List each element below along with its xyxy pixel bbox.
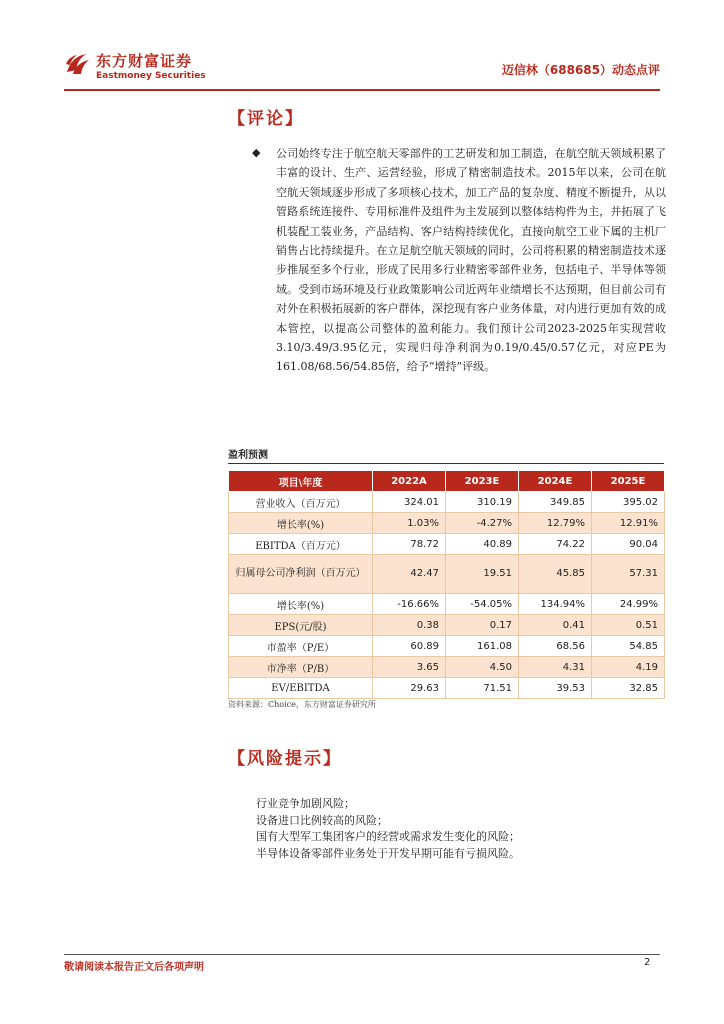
row-label: EBITDA（百万元）: [229, 534, 373, 555]
forecast-table-divider: [228, 463, 664, 464]
table-row: [229, 657, 665, 678]
row-label: 市盈率（P/E）: [229, 636, 373, 657]
table-cell: 0.51: [592, 615, 665, 636]
row-label: 增长率(%): [229, 594, 373, 615]
table-cell: 12.91%: [592, 513, 665, 534]
table-row: [229, 513, 665, 534]
table-cell: 4.31: [519, 657, 592, 678]
column-header: 2025E: [592, 471, 665, 492]
table-row: [229, 555, 665, 594]
table-cell: 12.79%: [519, 513, 592, 534]
row-label: EPS(元/股): [229, 615, 373, 636]
table-row: [229, 534, 665, 555]
forecast-table: [228, 470, 665, 699]
table-cell: 68.56: [519, 636, 592, 657]
page-header: [64, 46, 660, 86]
row-label: 营业收入（百万元）: [229, 492, 373, 513]
row-label: 市净率（P/B）: [229, 657, 373, 678]
table-cell: 42.47: [373, 555, 446, 594]
table-cell: 60.89: [373, 636, 446, 657]
risk-item: 行业竞争加剧风险；: [256, 797, 355, 810]
row-label: EV/EBITDA: [229, 678, 373, 699]
table-cell: 40.89: [446, 534, 519, 555]
table-cell: 324.01: [373, 492, 446, 513]
comment-block: [254, 144, 666, 377]
table-row: [229, 678, 665, 699]
table-cell: 1.03%: [373, 513, 446, 534]
table-cell: 310.19: [446, 492, 519, 513]
table-cell: 78.72: [373, 534, 446, 555]
table-cell: 19.51: [446, 555, 519, 594]
table-cell: 39.53: [519, 678, 592, 699]
table-cell: 71.51: [446, 678, 519, 699]
table-cell: 32.85: [592, 678, 665, 699]
table-row: [229, 594, 665, 615]
table-cell: -4.27%: [446, 513, 519, 534]
table-cell: 349.85: [519, 492, 592, 513]
header-divider: [64, 89, 660, 91]
table-row: [229, 492, 665, 513]
table-cell: 45.85: [519, 555, 592, 594]
document-title: 迈信林（688685）动态点评: [501, 63, 660, 77]
risk-item: 国有大型军工集团客户的经营或需求发生变化的风险；: [256, 830, 520, 843]
table-cell: 4.19: [592, 657, 665, 678]
risk-section-title: 【风险提示】: [228, 749, 342, 769]
eastmoney-logo-icon: [64, 50, 92, 78]
diamond-bullet-icon: ◆: [252, 146, 261, 159]
brand-name-en: Eastmoney Securities: [96, 71, 206, 81]
footer-divider: [64, 954, 660, 955]
table-cell: 90.04: [592, 534, 665, 555]
table-cell: 3.65: [373, 657, 446, 678]
row-label: 归属母公司净利润（百万元）: [229, 555, 373, 594]
brand-logo: [64, 46, 214, 84]
column-header: 2022A: [373, 471, 446, 492]
table-cell: 395.02: [592, 492, 665, 513]
table-cell: 54.85: [592, 636, 665, 657]
page-number: 2: [644, 957, 651, 968]
row-label: 增长率(%): [229, 513, 373, 534]
table-row: [229, 615, 665, 636]
table-cell: -16.66%: [373, 594, 446, 615]
table-cell: 0.41: [519, 615, 592, 636]
column-header: 2023E: [446, 471, 519, 492]
column-header: 项目\年度: [229, 471, 373, 492]
table-cell: 74.22: [519, 534, 592, 555]
table-cell: 4.50: [446, 657, 519, 678]
table-cell: 24.99%: [592, 594, 665, 615]
table-cell: 134.94%: [519, 594, 592, 615]
comment-paragraph: 公司始终专注于航空航天零部件的工艺研发和加工制造，在航空航天领域积累了丰富的设计、生产、运营经验，形成了精密制造技术。2015年以来，公司在航空航天领域逐步形成了多项核心技术，加工产品的复杂度、精度不断提升，从以管路系统连接件、专用标准件及组件为主发展到以整体结构件为主，并拓展了飞机装配工装业务，产品结构、客户结构持续优化，直接向航空工业下属的主机厂销售占比持续提升。在立足航空航天领域的同时，公司将积累的精密制造技术逐步推展至多个行业，形成了民用多行业精密零部件业务，包括电子、半导体等领域。受到市场环境及行业政策影响公司近两年业绩增长不达预期，但目前公司有对外在积极拓展新的客户群体，深挖现有客户业务体量，对内进行更加有效的成本管控，以提高公司整体的盈利能力。我们预计公司2023-2025年实现营收3.10/3.49/3.95亿元，实现归母净利润为0.19/0.45/0.57亿元，对应PE为161.08/68.56/54.85倍，给予“增持”评级。: [276, 147, 666, 374]
risk-item: 半导体设备零部件业务处于开发早期可能有亏损风险。: [256, 846, 520, 860]
disclaimer-note: 敬请阅读本报告正文后各项声明: [64, 962, 204, 973]
table-cell: 0.17: [446, 615, 519, 636]
table-cell: 29.63: [373, 678, 446, 699]
risk-item: 设备进口比例较高的风险；: [256, 813, 388, 827]
table-cell: 161.08: [446, 636, 519, 657]
brand-name-cn: 东方财富证券: [96, 52, 193, 70]
source-note: 资料来源：Choice，东方财富证券研究所: [228, 700, 376, 709]
table-header-row: [229, 471, 665, 492]
table-cell: 57.31: [592, 555, 665, 594]
table-cell: 0.38: [373, 615, 446, 636]
column-header: 2024E: [519, 471, 592, 492]
comment-section-title: 【评论】: [228, 109, 304, 129]
table-row: [229, 636, 665, 657]
table-cell: -54.05%: [446, 594, 519, 615]
risk-list: [256, 796, 636, 862]
forecast-table-label: 盈利预测: [228, 450, 268, 461]
